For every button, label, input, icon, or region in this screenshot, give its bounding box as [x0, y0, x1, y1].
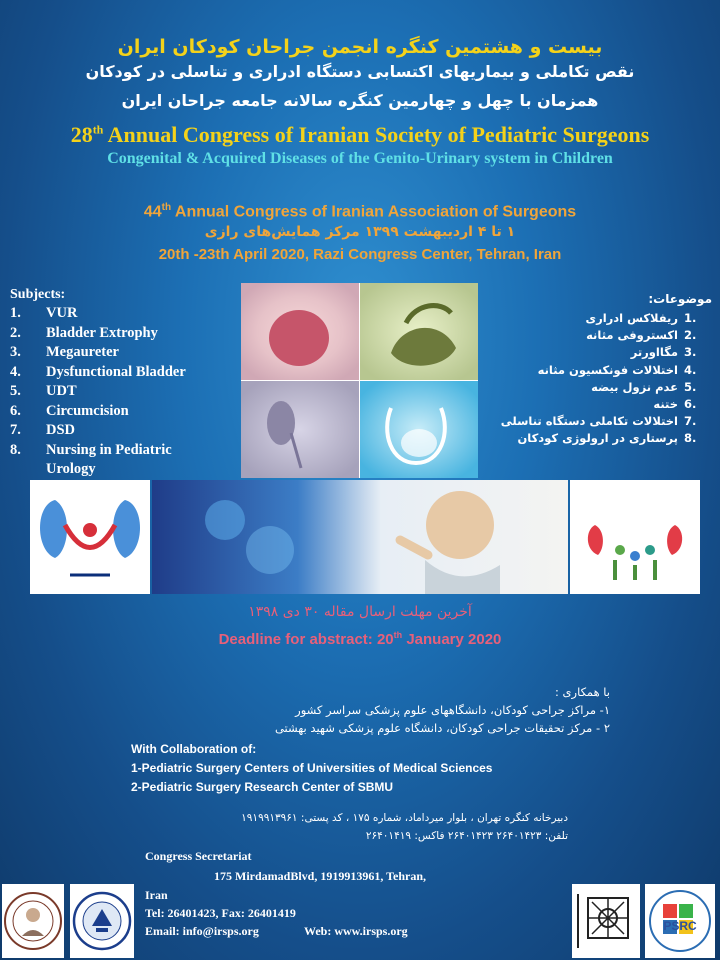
society-seal-logo: [2, 884, 64, 958]
list-item: 2. Bladder Extrophy: [10, 324, 158, 341]
subjects-list: [10, 304, 226, 480]
subjects-fa-title: موضوعات:: [648, 292, 712, 306]
secretariat-title: Congress Secretariat: [145, 849, 252, 863]
collaboration-fa: [275, 683, 610, 737]
en-congress-title: 28th Annual Congress of Iranian Society of Pediatric Surgeons: [70, 122, 650, 147]
list-item: 4. Dysfunctional Bladder: [10, 363, 186, 380]
secretariat-address: 175 MirdamadBlvd, 1919913961, Tehran,: [214, 869, 427, 883]
list-item: ریفلاکس ادراری 1.: [585, 311, 697, 325]
list-item: 7. DSD: [10, 422, 76, 438]
list-item: پرستاری در ارولوژی کودکان 8.: [517, 431, 697, 446]
collaboration-fa-title: با همکاری :: [554, 685, 610, 699]
collaboration-en-title: With Collaboration of:: [131, 742, 257, 756]
image-banner: [30, 480, 700, 594]
list-item: مگااورتر 3.: [630, 345, 697, 360]
list-item: 8. Nursing in Pediatric: [10, 441, 172, 458]
collaboration-en-line1: 1-Pediatric Surgery Centers of Universities of Medical Sciences: [131, 761, 493, 775]
list-item: اختلالات تکاملی دستگاه تناسلی 7.: [500, 414, 697, 429]
list-item: ختنه 6.: [653, 397, 697, 412]
university-seal-logo: [70, 884, 134, 958]
secretariat-fa-phone: تلفن: ۲۶۴۰۱۴۲۳ ۲۶۴۰۱۴۲۳ فاکس: ۲۶۴۰۱۴۱۹: [365, 830, 568, 842]
list-item: 6. Circumcision: [10, 402, 129, 419]
secretariat-phone: Tel: 26401423, Fax: 26401419: [145, 906, 296, 920]
list-item: عدم نزول بیضه 5.: [591, 379, 697, 394]
en-congress-subtitle: Congenital & Acquired Diseases of the Genito-Urinary system in Children: [107, 150, 613, 167]
urology-image-collage: [241, 283, 478, 478]
fa-title-line1: بیست و هشتمین کنگره انجمن جراحان کودکان ایران: [117, 36, 603, 58]
subjects-title: Subjects:: [10, 287, 66, 302]
association-dates-en: 20th -23th April 2020, Razi Congress Center, Tehran, Iran: [158, 246, 562, 263]
list-item: 3. Megaureter: [10, 344, 119, 360]
deadline-en: Deadline for abstract: 20th January 2020: [218, 630, 502, 648]
list-item: Urology: [46, 461, 96, 477]
list-item: اختلالات فونکسیون مثانه 4.: [537, 362, 697, 377]
secretariat-web[interactable]: Web: www.irsps.org: [304, 924, 408, 938]
subjects-fa-list: [492, 310, 712, 448]
baby-photo: [152, 480, 568, 594]
secretariat-email[interactable]: Email: info@irsps.org: [145, 924, 259, 938]
secretariat-fa: [241, 809, 568, 845]
collaboration-en: [131, 740, 492, 797]
deadline-fa: آخرین مهلت ارسال مقاله ۳۰ دی ۱۳۹۸: [248, 604, 472, 620]
fa-title-line2: نقص تکاملی و بیماریهای اکتسابی دستگاه ادراری و تناسلی در کودکان: [85, 62, 635, 81]
psrc-logo: [645, 884, 715, 958]
association-title: 44th Annual Congress of Iranian Association of Surgeons: [143, 202, 577, 221]
list-item: 5. UDT: [10, 383, 77, 399]
psrc-logo-text: PSRC: [663, 919, 697, 933]
association-dates-fa: ۱ تا ۴ اردیبهشت ۱۳۹۹ مرکز همایش‌های رازی: [204, 224, 516, 240]
fa-title-line3: همزمان با چهل و چهارمین کنگره سالانه جامعه جراحان ایران: [121, 91, 599, 110]
collaboration-fa-line1: ۱- مراکز جراحی کودکان، دانشگاههای علوم پزشکی سراسر کشور: [295, 703, 610, 717]
list-item: 1. VUR: [10, 305, 78, 321]
secretariat-fa-address: دبیرخانه کنگره تهران ، بلوار میرداماد، شماره ۱۷۵ ، کد پستی: ۱۹۱۹۹۱۳۹۶۱: [241, 812, 568, 824]
collaboration-en-line2: 2-Pediatric Surgery Research Center of SBMU: [131, 780, 394, 794]
collaboration-fa-line2: ۲ - مرکز تحقیقات جراحی کودکان، دانشگاه علوم پزشکی شهید بهشتی: [274, 721, 610, 735]
sbmu-logo: [572, 884, 640, 958]
secretariat-country: Iran: [145, 888, 168, 902]
list-item: اکستروفی مثانه 2.: [586, 328, 697, 343]
